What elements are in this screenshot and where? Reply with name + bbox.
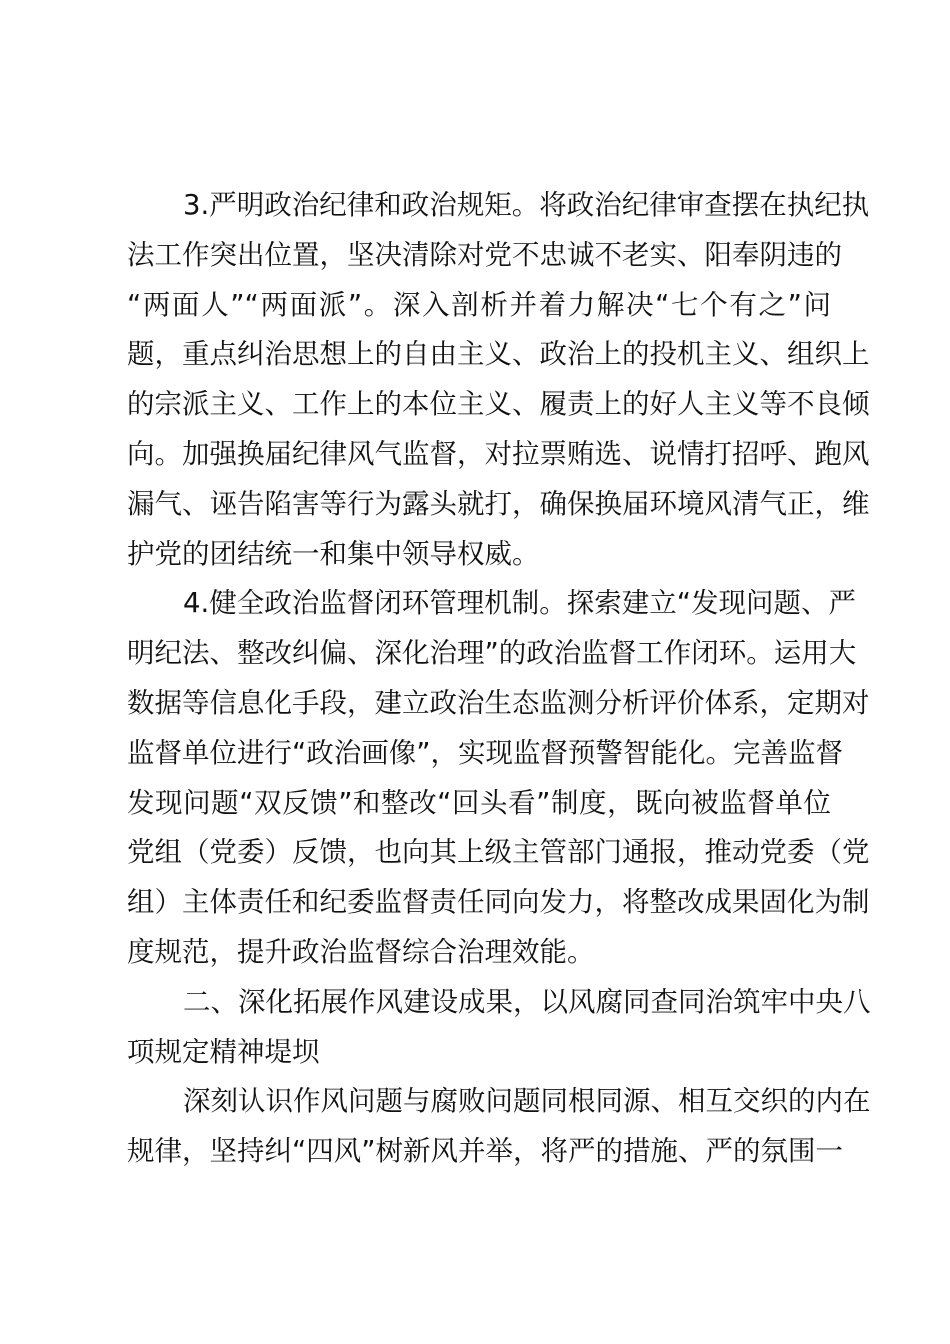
paragraph-1-line: 法工作突出位置，坚决清除对党不忠诚不老实、阳奉阴违的	[127, 238, 842, 271]
paragraph-2-line: 明纪法、整改纠偏、深化治理”的政治监督工作闭环。运用大	[127, 637, 857, 670]
paragraph-2-line: 党组（党委）反馈，也向其上级主管部门通报，推动党委（党	[127, 836, 870, 869]
paragraph-1-line: 的宗派主义、工作上的本位主义、履责上的好人主义等不良倾	[127, 388, 870, 421]
paragraph-1-line: 漏气、诬告陷害等行为露头就打，确保换届环境风清气正，维	[127, 487, 870, 520]
paragraph-1-line: 3.严明政治纪律和政治规矩。将政治纪律审查摆在执纪执	[183, 189, 870, 221]
paragraph-1-line: 题，重点纠治思想上的自由主义、政治上的投机主义、组织上	[127, 338, 870, 371]
paragraph-2-line: 监督单位进行“政治画像”，实现监督预警智能化。完善监督	[127, 736, 843, 769]
paragraph-2-line: 4.健全政治监督闭环管理机制。探索建立“发现问题、严	[183, 587, 856, 620]
document-page	[127, 181, 871, 1177]
paragraph-2-line: 度规范，提升政治监督综合治理效能。	[127, 935, 595, 968]
paragraph-1-line: “两面人”“两面派”。深入剖析并着力解决“七个有之”问	[127, 288, 831, 321]
paragraph-1-line: 向。加强换届纪律风气监督，对拉票贿选、说情打招呼、跑风	[127, 437, 870, 470]
paragraph-3-line: 二、深化拓展作风建设成果，以风腐同查同治筑牢中央八	[183, 985, 871, 1018]
paragraph-2-line: 发现问题“双反馈”和整改“回头看”制度，既向被监督单位	[127, 786, 831, 819]
paragraph-4-line: 规律，坚持纠“四风”树新风并举，将严的措施、严的氛围一	[127, 1135, 843, 1168]
paragraph-4-line: 深刻认识作风问题与腐败问题同根同源、相互交织的内在	[183, 1085, 871, 1118]
paragraph-2-line: 数据等信息化手段，建立政治生态监测分析评价体系，定期对	[127, 686, 870, 719]
paragraph-3-line: 项规定精神堤坝	[127, 1035, 320, 1068]
paragraph-2-line: 组）主体责任和纪委监督责任同向发力，将整改成果固化为制	[127, 886, 870, 919]
paragraph-1-line: 护党的团结统一和集中领导权威。	[127, 537, 540, 570]
